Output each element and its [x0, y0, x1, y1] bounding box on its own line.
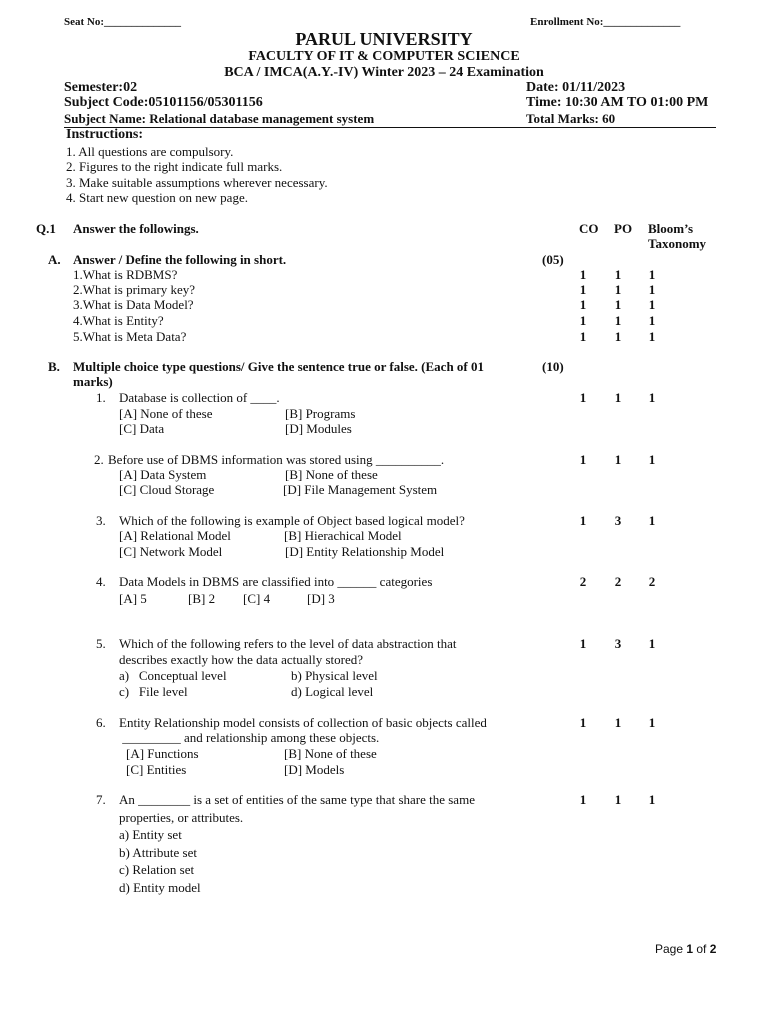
section-b-title: Multiple choice type questions/ Give the sentence true or false. (Each of 01 [73, 359, 485, 374]
page-number [655, 942, 716, 956]
mcq-option: [C] Cloud Storage [119, 482, 215, 497]
question-title: Answer the followings. [73, 221, 199, 236]
co-column-header: CO [579, 221, 599, 236]
co-value: 1 [579, 329, 587, 344]
enrollment-number-field: Enrollment No:______________ [530, 16, 681, 28]
mcq-option: [D] Modules [285, 421, 352, 436]
po-value: 3 [614, 513, 622, 528]
university-name: PARUL UNIVERSITY [295, 29, 473, 49]
mcq-question: Entity Relationship model consists of collection of basic objects called [119, 715, 487, 730]
mcq-question: Data Models in DBMS are classified into ______ categories [119, 574, 433, 589]
bloom-value: 1 [648, 715, 656, 730]
exam-time: Time: 10:30 AM TO 01:00 PM [526, 95, 709, 110]
mcq-option: c) File level [119, 684, 188, 699]
bloom-value: 2 [648, 574, 656, 589]
section-a-title: Answer / Define the following in short. [73, 252, 287, 267]
bloom-value: 1 [648, 792, 656, 807]
mcq-option: c) Relation set [119, 862, 195, 877]
mcq-option: [A] None of these [119, 406, 213, 421]
short-question: 5.What is Meta Data? [73, 329, 187, 344]
total-marks: Total Marks: 60 [526, 111, 616, 126]
bloom-value: 1 [648, 452, 656, 467]
mcq-number: 4. [96, 574, 106, 589]
mcq-option: [D] Entity Relationship Model [285, 544, 445, 559]
instruction-item: 4. Start new question on new page. [66, 190, 248, 205]
mcq-option: [D] 3 [307, 591, 335, 606]
instruction-item: 1. All questions are compulsory. [66, 144, 234, 159]
mcq-number: 7. [96, 792, 106, 807]
mcq-option: [C] Data [119, 421, 165, 436]
mcq-question: An ________ is a set of entities of the same type that share the same [119, 792, 475, 807]
po-value: 2 [614, 574, 622, 589]
co-value: 1 [579, 267, 587, 282]
mcq-option: a) Conceptual level [119, 668, 227, 683]
po-column-header: PO [614, 221, 633, 236]
faculty-name: FACULTY OF IT & COMPUTER SCIENCE [248, 49, 520, 64]
section-b-title-line2: marks) [73, 374, 113, 389]
subject-name: Subject Name: Relational database management system [64, 111, 375, 126]
mcq-option: [B] Programs [285, 406, 356, 421]
mcq-option: [B] None of these [285, 467, 378, 482]
co-value: 1 [579, 390, 587, 405]
mcq-question: Database is collection of ____. [119, 390, 280, 405]
mcq-option: [A] Data System [119, 467, 207, 482]
po-value: 3 [614, 636, 622, 651]
mcq-question-line2: properties, or attributes. [119, 810, 244, 825]
mcq-question: Before use of DBMS information was stored using __________. [108, 452, 445, 467]
mcq-option: d) Entity model [119, 880, 201, 895]
mcq-question-line2: describes exactly how the data actually stored? [119, 652, 364, 667]
bloom-value: 1 [648, 390, 656, 405]
co-value: 1 [579, 636, 587, 651]
page-current: 1 [686, 942, 694, 956]
mcq-option: [D] File Management System [283, 482, 438, 497]
mcq-option: [C] Network Model [119, 544, 223, 559]
mcq-option: d) Logical level [291, 684, 374, 699]
po-value: 1 [614, 282, 622, 297]
bloom-value: 1 [648, 636, 656, 651]
instructions-title: Instructions: [66, 127, 144, 142]
seat-number-field: Seat No:______________ [64, 16, 182, 28]
mcq-option: a) Entity set [119, 827, 182, 842]
mcq-option: [C] Entities [126, 762, 187, 777]
section-a-letter: A. [48, 252, 61, 267]
bloom-value: 1 [648, 513, 656, 528]
co-value: 1 [579, 452, 587, 467]
exam-title: BCA / IMCA(A.Y.-IV) Winter 2023 – 24 Examination [224, 65, 544, 80]
mcq-option: [A] Functions [126, 746, 199, 761]
mcq-number: 6. [96, 715, 106, 730]
instruction-item: 3. Make suitable assumptions wherever necessary. [66, 175, 328, 190]
po-value: 1 [614, 715, 622, 730]
mcq-number: 2. [94, 452, 104, 467]
page-of: of [693, 942, 710, 956]
mcq-option: [B] 2 [188, 591, 216, 606]
co-value: 1 [579, 792, 587, 807]
short-question: 3.What is Data Model? [73, 297, 194, 312]
mcq-question: Which of the following is example of Object based logical model? [119, 513, 465, 528]
question-label: Q.1 [36, 221, 56, 236]
exam-date: Date: 01/11/2023 [526, 80, 626, 95]
mcq-number: 1. [96, 390, 106, 405]
instruction-item: 2. Figures to the right indicate full marks. [66, 159, 283, 174]
co-value: 1 [579, 282, 587, 297]
po-value: 1 [614, 313, 622, 328]
subject-code: Subject Code:05101156/05301156 [64, 95, 263, 110]
bloom-value: 1 [648, 267, 656, 282]
po-value: 1 [614, 297, 622, 312]
short-question: 4.What is Entity? [73, 313, 164, 328]
po-value: 1 [614, 329, 622, 344]
semester: Semester:02 [64, 80, 138, 95]
page-prefix: Page [655, 942, 687, 956]
section-b-marks: (10) [542, 359, 564, 374]
co-value: 1 [579, 715, 587, 730]
mcq-number: 5. [96, 636, 106, 651]
mcq-option: b) Attribute set [119, 845, 197, 860]
po-value: 1 [614, 390, 622, 405]
mcq-option: [B] Hierachical Model [284, 528, 402, 543]
mcq-option: b) Physical level [291, 668, 378, 683]
section-b-letter: B. [48, 359, 60, 374]
co-value: 1 [579, 297, 587, 312]
bloom-value: 1 [648, 329, 656, 344]
mcq-question-line2: _________ and relationship among these objects. [119, 730, 380, 745]
co-value: 1 [579, 513, 587, 528]
mcq-option: [C] 4 [243, 591, 271, 606]
po-value: 1 [614, 267, 622, 282]
mcq-option: [D] Models [284, 762, 345, 777]
bloom-column-header-line2: Taxonomy [648, 236, 707, 251]
po-value: 1 [614, 792, 622, 807]
mcq-option: [A] Relational Model [119, 528, 231, 543]
bloom-column-header: Bloom’s [648, 221, 694, 236]
mcq-question: Which of the following refers to the level of data abstraction that [119, 636, 457, 651]
page-total: 2 [709, 942, 717, 956]
mcq-option: [A] 5 [119, 591, 147, 606]
section-a-marks: (05) [542, 252, 564, 267]
bloom-value: 1 [648, 297, 656, 312]
short-question: 1.What is RDBMS? [73, 267, 178, 282]
co-value: 2 [579, 574, 587, 589]
mcq-option: [B] None of these [284, 746, 377, 761]
co-value: 1 [579, 313, 587, 328]
mcq-number: 3. [96, 513, 106, 528]
bloom-value: 1 [648, 282, 656, 297]
header-divider [64, 127, 716, 128]
po-value: 1 [614, 452, 622, 467]
bloom-value: 1 [648, 313, 656, 328]
short-question: 2.What is primary key? [73, 282, 196, 297]
